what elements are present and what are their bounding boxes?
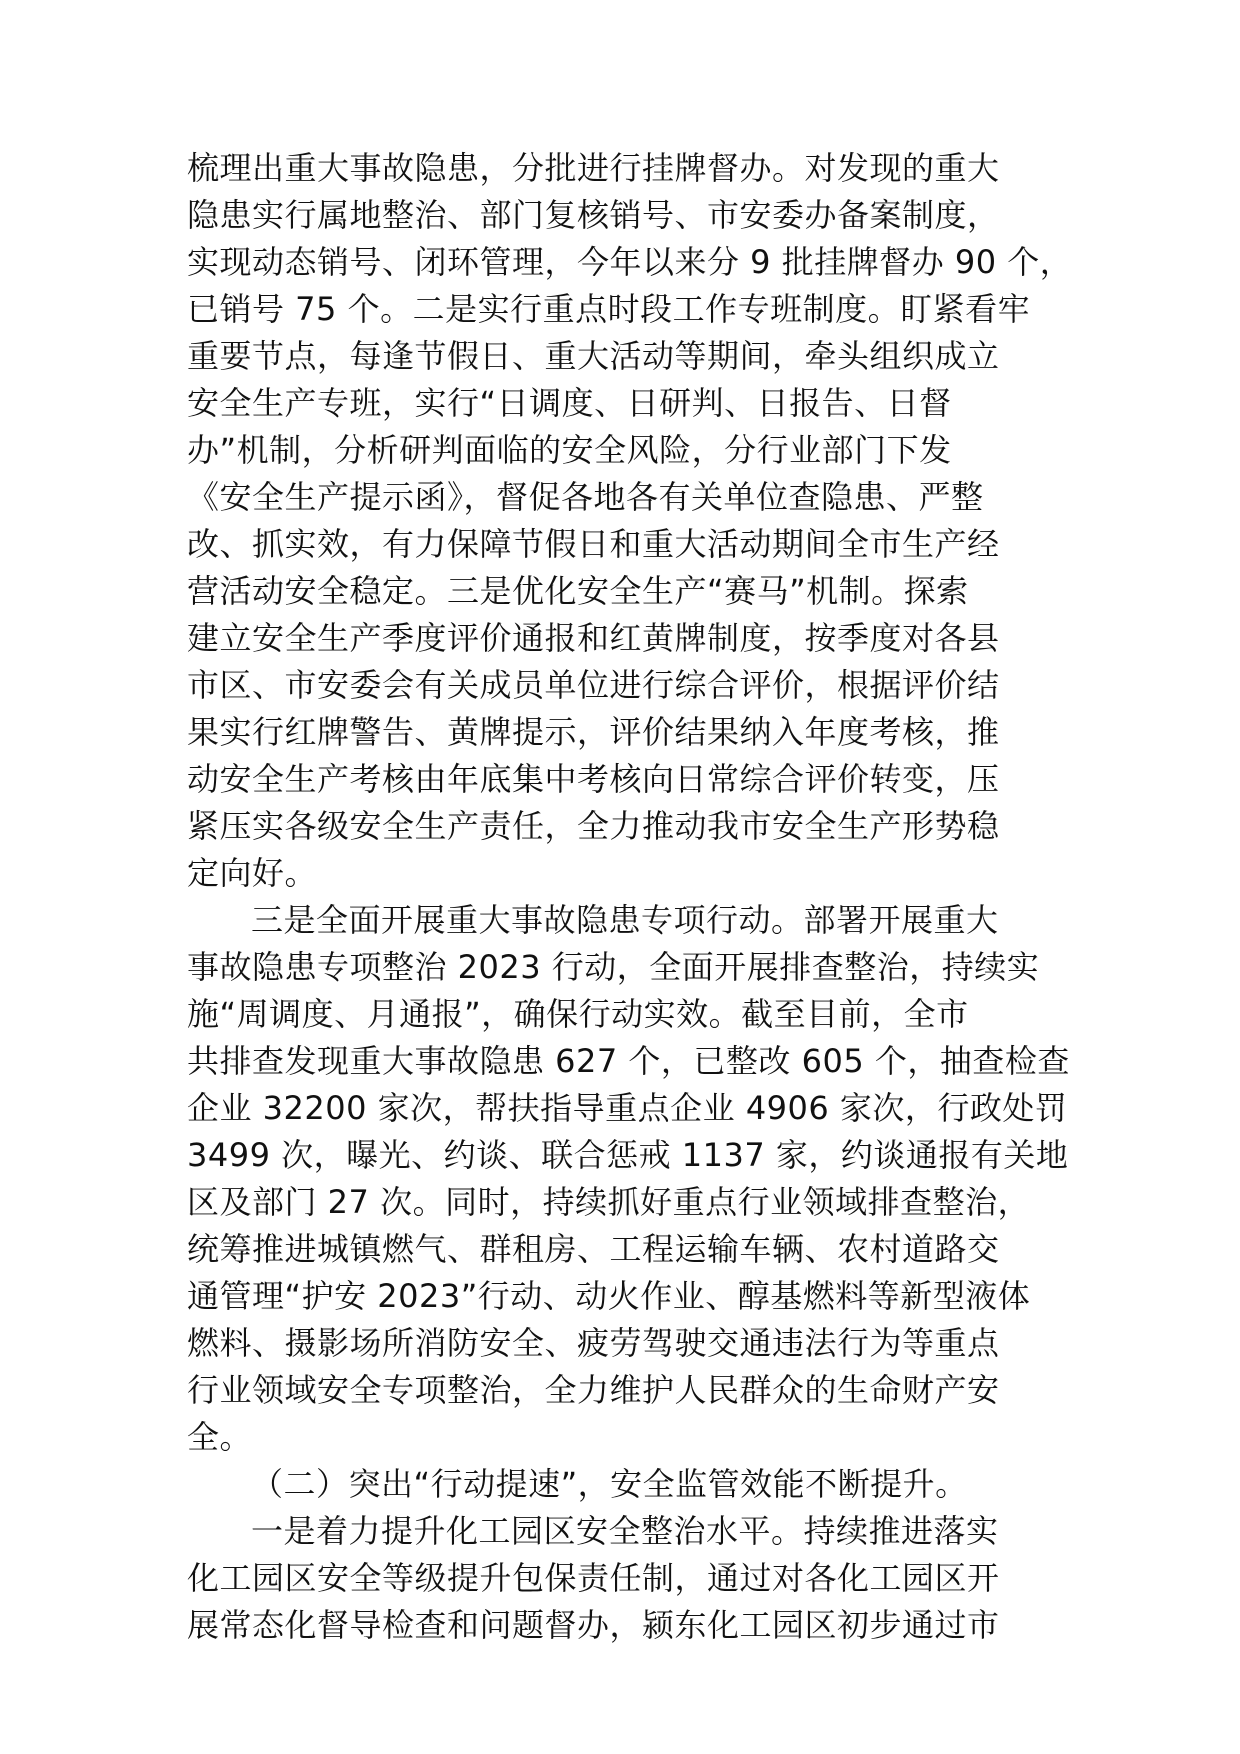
text-line: 区及部门 27 次。同时，持续抓好重点行业领域排查整治，	[187, 1183, 1031, 1221]
text-line: 统筹推进城镇燃气、群租房、工程运输车辆、农村道路交	[187, 1230, 1000, 1268]
text-line: 营活动安全稳定。三是优化安全生产“赛马”机制。探索	[187, 572, 969, 610]
text-line: 果实行红牌警告、黄牌提示，评价结果纳入年度考核，推	[187, 713, 1000, 751]
text-line: 安全生产专班，实行“日调度、日研判、日报告、日督	[187, 384, 952, 422]
text-line: 办”机制，分析研判面临的安全风险，分行业部门下发	[187, 431, 952, 469]
text-line: 施“周调度、月通报”，确保行动实效。截至目前，全市	[187, 995, 969, 1033]
text-line: 3499 次，曝光、约谈、联合惩戒 1137 家，约谈通报有关地	[187, 1136, 1069, 1174]
text-line: 共排查发现重大事故隐患 627 个，已整改 605 个，抽查检查	[187, 1042, 1070, 1080]
text-line: 动安全生产考核由年底集中考核向日常综合评价转变，压	[187, 760, 1000, 798]
text-line: 展常态化督导检查和问题督办，颍东化工园区初步通过市	[187, 1606, 1000, 1644]
text-line: 全。	[187, 1418, 253, 1456]
document-body	[187, 145, 1073, 1649]
text-line: 隐患实行属地整治、部门复核销号、市安委办备案制度，	[187, 196, 1000, 234]
text-line: 定向好。	[187, 854, 318, 892]
text-line: 行业领域安全专项整治，全力维护人民群众的生命财产安	[187, 1371, 1000, 1409]
paragraph-start-line: 一是着力提升化工园区安全整治水平。持续推进落实	[251, 1512, 999, 1550]
text-line: 紧压实各级安全生产责任，全力推动我市安全生产形势稳	[187, 807, 1000, 845]
text-line: 市区、市安委会有关成员单位进行综合评价，根据评价结	[187, 666, 1000, 704]
text-line: 《安全生产提示函》，督促各地各有关单位查隐患、严整	[187, 478, 984, 516]
text-line: 建立安全生产季度评价通报和红黄牌制度，按季度对各县	[187, 619, 1000, 657]
text-line: 事故隐患专项整治 2023 行动，全面开展排查整治，持续实	[187, 948, 1040, 986]
text-line: 实现动态销号、闭环管理，今年以来分 9 批挂牌督办 90 个，	[187, 243, 1073, 281]
text-line: 企业 32200 家次，帮扶指导重点企业 4906 家次，行政处罚	[187, 1089, 1068, 1127]
text-line: 燃料、摄影场所消防安全、疲劳驾驶交通违法行为等重点	[187, 1324, 1000, 1362]
text-line: 化工园区安全等级提升包保责任制，通过对各化工园区开	[187, 1559, 1000, 1597]
text-line: 已销号 75 个。二是实行重点时段工作专班制度。盯紧看牢	[187, 290, 1031, 328]
text-line: 梳理出重大事故隐患，分批进行挂牌督办。对发现的重大	[187, 149, 1000, 187]
text-line: 通管理“护安 2023”行动、动火作业、醇基燃料等新型液体	[187, 1277, 1031, 1315]
text-line: 重要节点，每逢节假日、重大活动等期间，牵头组织成立	[187, 337, 1000, 375]
text-line: 改、抓实效，有力保障节假日和重大活动期间全市生产经	[187, 525, 1000, 563]
section-heading: （二）突出“行动提速”，安全监管效能不断提升。	[251, 1465, 968, 1503]
paragraph-start-line: 三是全面开展重大事故隐患专项行动。部署开展重大	[251, 901, 999, 939]
